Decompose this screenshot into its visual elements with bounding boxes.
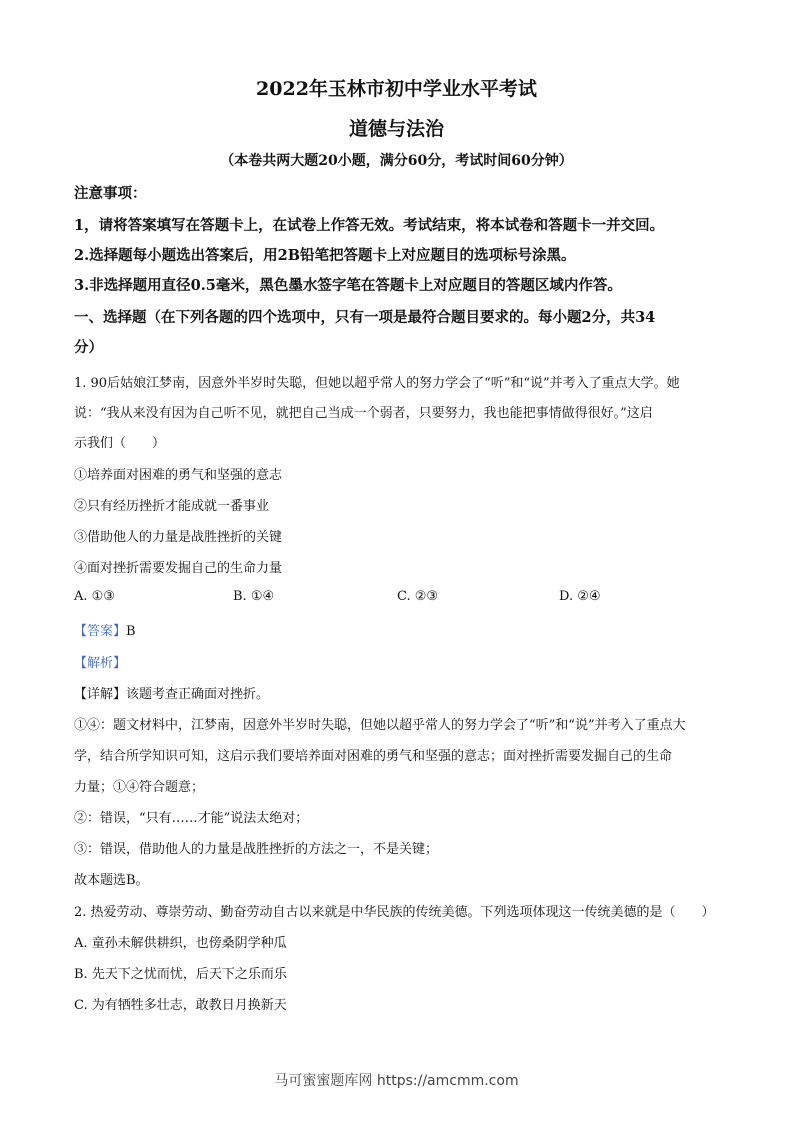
q2-option-a: A. 童孙未解供耕织，也傍桑阴学种瓜: [74, 936, 287, 951]
q1-option-c: C. ②③: [397, 589, 439, 604]
q1-statement-2: ②只有经历挫折才能成就一番事业: [74, 499, 270, 514]
q1-stem-line-3: 示我们（ ）: [74, 436, 166, 451]
answer-value: B: [126, 624, 136, 639]
q1-statement-3: ③借助他人的力量是战胜挫折的关键: [74, 530, 283, 545]
section1-heading: 一、选择题（在下列各题的四个选项中，只有一项是最符合题目要求的。每小题2分，共34: [74, 309, 656, 326]
q2-option-b: B. 先天下之忧而忧，后天下之乐而乐: [74, 967, 287, 982]
q1-detail-7: 故本题选B。: [74, 873, 149, 888]
q2-stem: 2. 热爱劳动、尊崇劳动、勤奋劳动自古以来就是中华民族的传统美德。下列选项体现这一传统美德的是（ ）: [74, 905, 715, 920]
q1-detail-1: 【详解】该题考查正确面对挫折。: [74, 687, 270, 702]
notice-1: 1，请将答案填写在答题卡上，在试卷上作答无效。考试结束，将本试卷和答题卡一并交回。: [74, 217, 665, 234]
q1-stem-line-1: 1. 90后姑娘江梦南，因意外半岁时失聪，但她以超乎常人的努力学会了“听”和“说”并考入了重点大学。她: [74, 376, 680, 391]
q1-statement-4: ④面对挫折需要发掘自己的生命力量: [74, 561, 283, 576]
q1-stem-line-2: 说：“我从来没有因为自己听不见，就把自己当成一个弱者，只要努力，我也能把事情做得很好。”这启: [74, 406, 653, 421]
analysis-tag: 【解析】: [74, 656, 127, 671]
exam-info: （本卷共两大题20小题，满分60分，考试时间60分钟）: [220, 153, 573, 169]
notice-2: 2.选择题每小题选出答案后，用2B铅笔把答题卡上对应题目的选项标号涂黑。: [74, 247, 576, 264]
q1-option-a: A. ①③: [74, 589, 115, 604]
notice-heading: 注意事项：: [74, 185, 147, 202]
q1-detail-4: 力量；①④符合题意；: [74, 780, 205, 795]
q1-option-b: B. ①④: [233, 589, 275, 604]
q1-option-d: D. ②④: [559, 589, 601, 604]
q1-detail-6: ③：错误，借助他人的力量是战胜挫折的方法之一，不是关键；: [74, 842, 439, 857]
subject-title: 道德与法治: [348, 118, 444, 140]
footer-watermark: 马可蜜蜜题库网 https://amcmm.com: [274, 1073, 519, 1089]
q1-detail-5: ②：错误，“只有……才能”说法太绝对；: [74, 811, 309, 826]
section1-heading-cont: 分）: [74, 339, 103, 356]
q1-detail-3: 学，结合所学知识可知，这启示我们要培养面对困难的勇气和坚强的意志；面对挫折需要发掘自己的生命: [74, 749, 673, 764]
notice-3: 3.非选择题用直径0.5毫米，黑色墨水签字笔在答题卡上对应题目的答题区域内作答。: [74, 277, 622, 294]
q1-answer: [74, 620, 136, 639]
q1-detail-2: ①④：题文材料中，江梦南，因意外半岁时失聪，但她以超乎常人的努力学会了“听”和“说”并考入了重点大: [74, 718, 686, 733]
answer-tag: 【答案】: [74, 624, 127, 639]
q1-statement-1: ①培养面对困难的勇气和坚强的意志: [74, 468, 283, 483]
exam-title: 2022年玉林市初中学业水平考试: [256, 78, 537, 100]
q2-option-c: C. 为有牺牲多壮志，敢教日月换新天: [74, 998, 287, 1013]
